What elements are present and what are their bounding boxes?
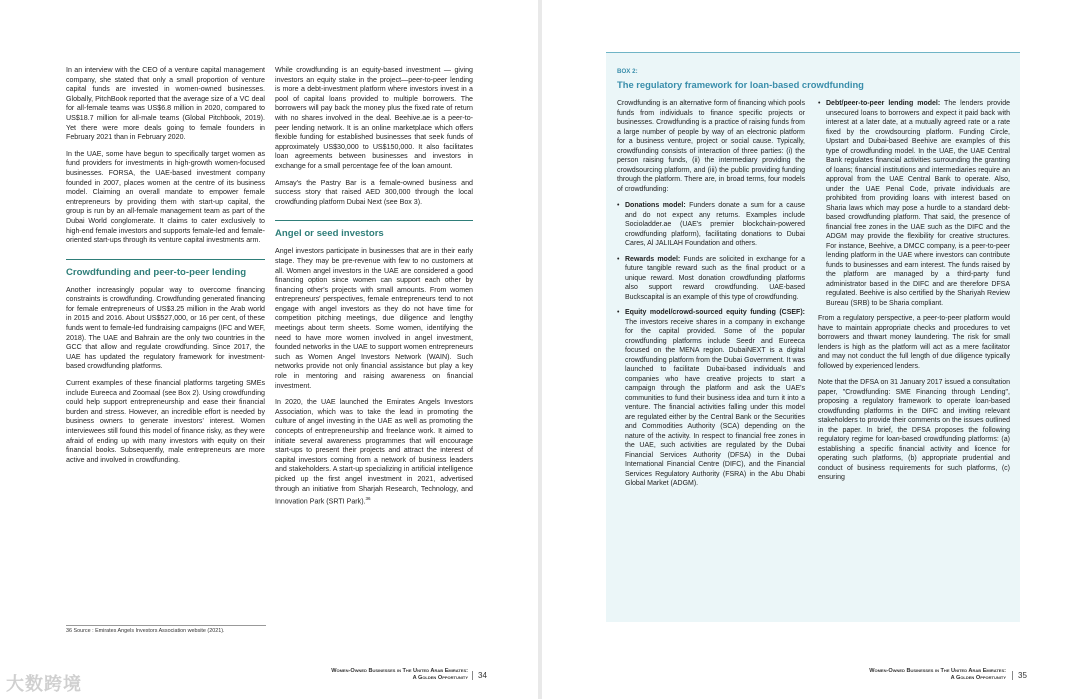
section-heading-crowdfunding: Crowdfunding and peer-to-peer lending: [66, 259, 265, 279]
section-heading-angel-investors: Angel or seed investors: [275, 220, 473, 240]
list-item-label: Equity model/crowd-sourced equity funding (CSEF):: [625, 309, 805, 316]
paragraph: From a regulatory perspective, a peer-to-peer platform would have to maintain appropriate checks and procedures to vet borrowers and thwart money laundering. The risk for small lenders is high as the platform will act as a mere facilitator and may not conduct the full length of due diligence typically followed by experienced lenders.: [818, 315, 1010, 370]
list-item-label: Donations model:: [625, 202, 686, 209]
list-item-text: Funders donate a sum for a cause and do not expect any returns. Examples include Socioladder.ae (UAE's premier blockchain-powered crowdfunding platform), facilitating donations to Dubai Cares, Al JALILAH Foundation and others.: [625, 202, 805, 247]
box-title: The regulatory framework for loan-based crowdfunding: [617, 79, 864, 90]
footer-subtitle: A Golden Opportunity: [412, 675, 468, 681]
list-item-text: The investors receive shares in a company in exchange for the capital provided. Some of the popular crowdfunding platforms include Seedr and Eureeca focused on the MENA region. DubaiNEXT is a digital crowdfunding platform from the Dubai Government. It was launched to facilitate Dubai-based individuals and companies who have creative projects to start a campaign through the platform and ask the UAE's communities to fund their business idea and turn it into a venture. The financial activities falling under this model are regulated either by the Central Bank or the Securities and Commodities Authority (SCA) depending on the nature of the activity. In respect to financial free zones in the UAE, such activities are regulated by the Dubai Financial Services Authority (DFSA) in the Dubai International Financial Centre (DIFC), and the Financial Services Regulatory Authority (FSRA) in the Abu Dhabi Global Market (ADGM).: [625, 318, 805, 487]
paragraph: In an interview with the CEO of a venture capital management company, she stated that only a small proportion of venture capital funds are invested in women-owned businesses. Globally, PitchBook reported that the average size of a VC deal for all-female teams was US$6.8 million in 2020, compared to US$18.7 million for all-male teams (Global Pitchbook, 2019). Yet there were more deals going to female founders in February 2021 than in February 2020.: [66, 66, 265, 142]
box-2: [606, 52, 1020, 622]
list-item-label: Debt/peer-to-peer lending model:: [826, 100, 941, 107]
footer-title: Women-Owned Businesses in The United Arab Emirates:: [869, 668, 1006, 674]
list-item: [625, 308, 805, 489]
list-item: [625, 255, 805, 303]
left-column-1: [66, 66, 265, 472]
footer-title: Women-Owned Businesses in The United Arab Emirates:: [331, 668, 468, 674]
list-item-text: The lenders provide unsecured loans to borrowers and expect it paid back with interest at a later date, at a mutually agreed rate or a rate fixed by the crowdsourcing platform. Funding Circle, Upstart and Dubai-based Beehive are examples of this type of crowdfunding model. In the UAE, the UAE Central Bank regulates financial activities surrounding the granting of loans; financial institutions and intermediaries require an approval from the UAE Central Bank to operate. Also, under the UAE Penal Code, private individuals are prohibited from providing loans with interest based on Sharia laws which may pose a hurdle to a standard debt-based crowdfunding platform. That said, the presence of financial free zones in the UAE such as the DIFC and the ADGM may provide the flexibility for creative structures. For instance, Beehive, a DMCC company, is a peer-to-peer lending platform in the UAE where investors can contribute funds to businesses and earn interest. The funds raised by the platform are managed by a third-party fund administrator based in the DIFC and are therefore DFSA regulated. Beehive is also certified by the Shariyah Review Bureau (SRB) to be Sharia compliant.: [826, 100, 1011, 307]
box-column-1: [617, 99, 805, 495]
page-footer: [869, 668, 1006, 682]
box-label: BOX 2:: [617, 68, 638, 75]
paragraph-text: In 2020, the UAE launched the Emirates Angels Investors Association, which was to take the lead in promoting the culture of angel investing in the UAE as well as promoting the concepts of entrepreneurship and freelance work. It aimed to initiate several awareness programmes that will encourage start-ups to present their projects and attract the interest of capital investors coming from a network of business leaders and stakeholders. A start-up specializing in artificial intelligence picked up the first angel investment in 2021, advertised through an initiative from Sharjah Research, Technology, and Innovation Park (SRTI Park).: [275, 398, 473, 506]
page-number: 35: [1012, 671, 1027, 680]
box-column-2: [818, 99, 1010, 490]
right-page: [542, 0, 1080, 699]
paragraph: Angel investors participate in businesses that are in their early stage. They may be pre-revenue with few to no customers at all. Women angel investors in the UAE are considered a good financing option since women can support each other by financing other's projects with small amounts. From women entrepreneurs' perspectives, female entrepreneurs tend to not engage with angel investors as they do not have time for competition pitching meetings, due diligence and lengthy meetings about term sheets. Some women, identifying the need to have more women involved in angel investment, founded networks in the UAE to support women entrepreneurs such as Women Angel Investors Network (WAIN). Such networks provide not only financial assistance but play a key role in mentoring and raising awareness on financial investment.: [275, 247, 473, 390]
paragraph: Amsay's the Pastry Bar is a female-owned business and success story that raised AED 300,000 through the local crowdfunding platform Dubai Next (see Box 3).: [275, 178, 473, 206]
footnote-ref: 36: [365, 496, 371, 502]
paragraph: Note that the DFSA on 31 January 2017 issued a consultation paper, "Crowdfunding: SME Financing through Lending", proposing a regulatory framework to operate loan-based crowdfunding platforms in the DIFC and inviting relevant stakeholders to provide their comments on the issues outlined in the paper. In brief, the DFSA proposes the following regulatory regime for loan-based crowdfunding platforms: (a) establishing a specific financial activity and licence for operating such platforms, (b) appropriate prudential and conduct of business requirements for such platforms, (c) ensuring: [818, 379, 1010, 481]
paragraph: Crowdfunding is an alternative form of financing which pools funds from individuals to finance specific projects or businesses. Crowdfunding is a practice of raising funds from a large number of people by way of an electronic platform for a business venture, project or social cause. Typically, crowdfunding consists of interaction of three parties: (i) the person raising funds, (ii) the intermediary providing the crowdsourcing platform, and (iii) the public providing funding through the platform. There are, in broad terms, four models of crowdfunding:: [617, 100, 805, 193]
page-footer: [331, 668, 468, 682]
list-item-label: Rewards model:: [625, 255, 681, 263]
paragraph: In the UAE, some have begun to specifically target women as fund providers for investments in high-growth women-focused businesses. FORSA, the UAE-based investment company founded in 2007, places women at the centre of its business model. Claiming an overall mandate to empower female entrepreneurs by providing them with start-up capital, the group is run by an all-female management team as part of the Dubai World conglomerate. It claims to cater exclusively to high-end female investors and supports female-led and female-oriented start-ups through its venture capital investments arm.: [66, 149, 265, 245]
paragraph: Current examples of these financial platforms targeting SMEs include Eureeca and Zoomaal (see Box 2). Using crowdfunding could help support entrepreneurship and ease their financial burden and stress. However, an incredible effort is needed by business owners to generate investors' interest. Women interviewees still found this model of finance risky, as they were afraid of ending up with many investors with equity on their financial books. Subsequently, male entrepreneurs are more active and involved in crowdfunding.: [66, 379, 265, 464]
paragraph: Another increasingly popular way to overcome financing constraints is crowdfunding. Crowdfunding generated financing for female entrepreneurs of US$3.25 million in the Arab world in 2015 and 2016. About US$527,000, or 16 per cent, of these funds went to female-led fundraising campaigns (IFC and WEF, 2018). The UAE and Bahrain are the only two countries in the GCC that allow and regulate crowdfunding. Since 2017, the UAE has updated the regulatory framework for investment-based crowdfunding platforms.: [66, 285, 265, 371]
footer-subtitle: A Golden Opportunity: [950, 675, 1006, 681]
footnote: 36 Source : Emirates Angels Investors Association website (2021).: [66, 625, 266, 634]
paragraph: [275, 398, 473, 507]
page-number: 34: [472, 671, 487, 680]
left-page: [0, 0, 538, 699]
model-list: [818, 99, 1010, 308]
list-item-text: Funds are solicited in exchange for a future tangible reward such as the final product or a unique reward. Most donation crowdfunding platforms also support reward crowdfunding. UAE-based Buckscapital is an example of this type of crowdfunding.: [625, 255, 805, 301]
list-item: [826, 99, 1010, 308]
paragraph: While crowdfunding is an equity-based investment — giving investors an equity stake in the project—peer-to-peer lending is more a debt-investment platform where investors invest in a pool of capital loans provided to multiple borrowers. The borrowers will pay back the money plus the fixed rate of return with no shares involved in the deal. Beehive.ae is a peer-to-peer lending network. It is an online marketplace which offers flexible funding for established businesses that seek funds of approximately US$30,000 to US$150,000. It also facilitates loan agreements between businesses and investors in exchange for a small percentage fee of the loan amount.: [275, 66, 473, 170]
left-column-2: [275, 66, 473, 514]
watermark: 大数跨境: [6, 674, 82, 694]
model-list: [617, 201, 805, 489]
list-item: [625, 201, 805, 249]
